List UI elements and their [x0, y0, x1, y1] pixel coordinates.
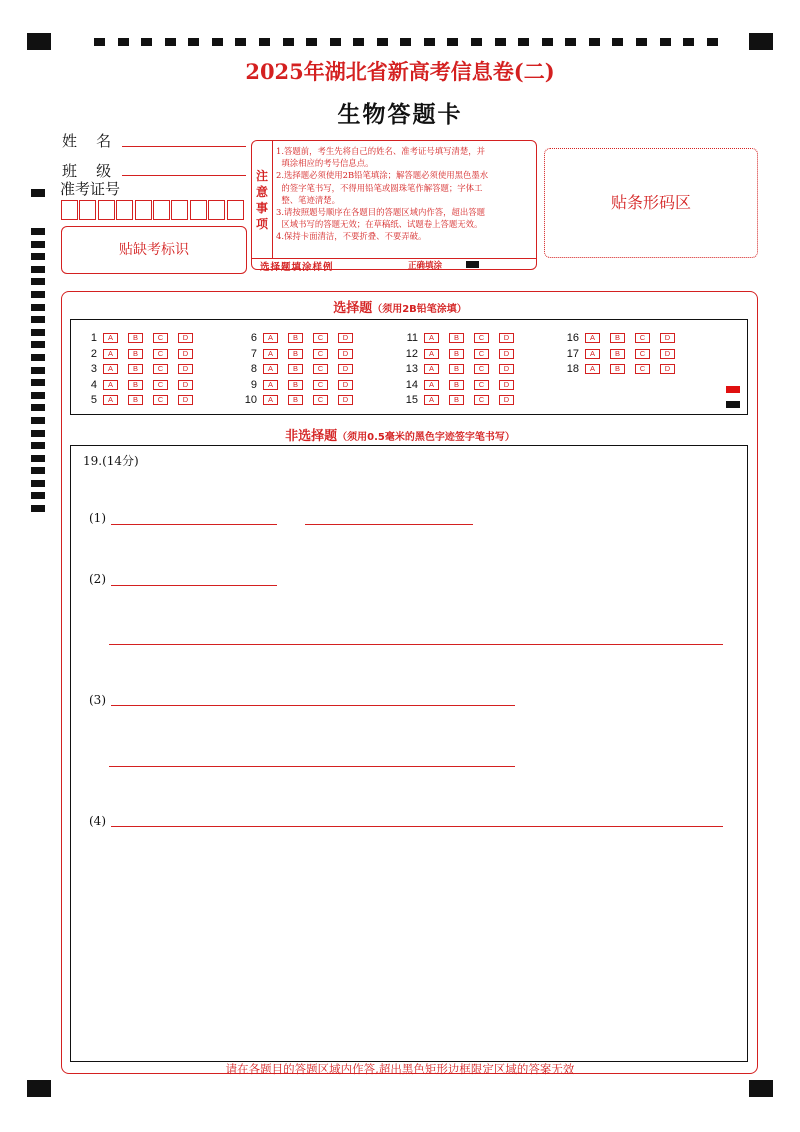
choice-option-d[interactable]: D — [499, 349, 514, 359]
choice-option-a[interactable]: A — [263, 333, 278, 343]
class-label: 班 级 — [62, 162, 112, 180]
choice-option-d[interactable]: D — [338, 364, 353, 374]
mark-sample-red — [726, 386, 740, 393]
choice-option-b[interactable]: B — [610, 349, 625, 359]
timing-mark — [660, 38, 671, 46]
timing-mark — [141, 38, 152, 46]
barcode-area — [544, 148, 758, 258]
timing-mark — [31, 278, 45, 285]
choice-option-d[interactable]: D — [338, 333, 353, 343]
correct-fill-label: 正确填涂 — [408, 261, 443, 271]
choice-option-d[interactable]: D — [178, 380, 193, 390]
timing-mark — [31, 467, 45, 474]
choice-option-c[interactable]: C — [153, 349, 168, 359]
registration-mark-bottom-right — [749, 1080, 773, 1097]
choice-option-d[interactable]: D — [499, 395, 514, 405]
choice-option-d[interactable]: D — [178, 395, 193, 405]
question-number: 6 — [250, 332, 257, 344]
choice-option-c[interactable]: C — [153, 364, 168, 374]
choice-option-b[interactable]: B — [128, 349, 143, 359]
timing-mark — [31, 455, 45, 462]
part-3-answer-line-a[interactable] — [111, 705, 515, 706]
choice-option-b[interactable]: B — [288, 333, 303, 343]
question-number: 18 — [566, 363, 579, 376]
exam-id-cell[interactable] — [190, 200, 207, 220]
notes-panel — [251, 140, 537, 273]
choice-option-d[interactable]: D — [178, 349, 193, 359]
question-number: 14 — [405, 378, 418, 391]
timing-mark — [31, 341, 45, 348]
notes-line: 填涂相应的考号信息点。 — [276, 158, 374, 169]
missing-exam-label: 贴缺考标识 — [119, 242, 189, 258]
choice-option-a[interactable]: A — [103, 333, 118, 343]
question-number: 10 — [244, 394, 257, 407]
exam-id-cell[interactable] — [171, 200, 188, 220]
choice-option-a[interactable]: A — [424, 364, 439, 374]
registration-mark-left-small — [31, 189, 45, 197]
timing-mark — [612, 38, 623, 46]
choice-option-a[interactable]: A — [103, 380, 118, 390]
timing-mark — [565, 38, 576, 46]
choice-option-d[interactable]: D — [660, 333, 675, 343]
exam-id-cell[interactable] — [208, 200, 225, 220]
choice-option-a[interactable]: A — [263, 395, 278, 405]
timing-mark — [235, 38, 246, 46]
choice-option-c[interactable]: C — [153, 380, 168, 390]
choice-option-d[interactable]: D — [660, 364, 675, 374]
choice-option-b[interactable]: B — [610, 333, 625, 343]
timing-mark — [283, 38, 294, 46]
notes-line: 2.选择题必须使用2B铅笔填涂；解答题必须使用黑色墨水 — [276, 170, 489, 181]
choice-option-b[interactable]: B — [449, 333, 464, 343]
timing-mark — [636, 38, 647, 46]
choice-option-c[interactable]: C — [635, 333, 650, 343]
timing-mark — [31, 266, 45, 273]
timing-mark — [165, 38, 176, 46]
choice-option-a[interactable]: A — [585, 349, 600, 359]
part-1-label: (1) — [89, 511, 106, 525]
choice-option-c[interactable]: C — [474, 333, 489, 343]
choice-option-a[interactable]: A — [263, 364, 278, 374]
timing-mark — [424, 38, 435, 46]
timing-mark — [31, 480, 45, 487]
question-number: 5 — [90, 394, 97, 407]
timing-mark — [118, 38, 129, 46]
timing-mark — [377, 38, 388, 46]
question-number: 4 — [90, 378, 97, 391]
choice-option-a[interactable]: A — [103, 395, 118, 405]
choice-section-instruction: （须用2B铅笔涂填） — [372, 304, 467, 315]
choice-option-a[interactable]: A — [424, 349, 439, 359]
choice-option-d[interactable]: D — [338, 349, 353, 359]
choice-option-a[interactable]: A — [424, 380, 439, 390]
question-19-label: 19.(14分) — [83, 454, 139, 468]
notes-line: 区域书写的答题无效；在草稿纸、试题卷上答题无效。 — [276, 219, 483, 230]
card-subtitle: 生物答题卡 — [337, 102, 463, 128]
choice-option-c[interactable]: C — [313, 333, 328, 343]
missing-exam-sticker-area — [61, 226, 247, 274]
choice-option-b[interactable]: B — [449, 364, 464, 374]
choice-option-a[interactable]: A — [263, 380, 278, 390]
choice-option-b[interactable]: B — [449, 349, 464, 359]
exam-id-cell[interactable] — [79, 200, 96, 220]
question-number: 1 — [90, 332, 97, 344]
choice-option-d[interactable]: D — [499, 333, 514, 343]
timing-mark — [94, 38, 105, 46]
timing-mark — [31, 228, 45, 235]
choice-option-c[interactable]: C — [313, 364, 328, 374]
timing-mark — [31, 492, 45, 499]
question-number: 11 — [406, 332, 418, 344]
notes-side-char: 注 — [255, 168, 268, 183]
exam-title: 2025年湖北省新高考信息卷(二) — [245, 59, 555, 84]
nonchoice-section-instruction: （须用0.5毫米的黑色字迹签字笔书写） — [337, 432, 515, 443]
choice-option-b[interactable]: B — [449, 395, 464, 405]
timing-mark — [188, 38, 199, 46]
timing-mark — [518, 38, 529, 46]
choice-option-c[interactable]: C — [474, 364, 489, 374]
choice-option-d[interactable]: D — [178, 333, 193, 343]
choice-option-a[interactable]: A — [263, 349, 278, 359]
notes-text — [276, 145, 534, 243]
choice-option-c[interactable]: C — [474, 380, 489, 390]
nonchoice-section-title: 非选择题 — [285, 429, 338, 444]
choice-option-b[interactable]: B — [288, 349, 303, 359]
choice-option-b[interactable]: B — [288, 395, 303, 405]
notes-line: 整、笔迹清楚。 — [276, 194, 340, 205]
footer-warning: 请在各题目的答题区域内作答,超出黑色矩形边框限定区域的答案无效 — [225, 1062, 575, 1076]
timing-mark — [31, 329, 45, 336]
choice-section-heading — [0, 297, 800, 316]
nonchoice-answer-area[interactable] — [70, 445, 748, 1062]
choice-option-d[interactable]: D — [338, 395, 353, 405]
timing-mark — [259, 38, 270, 46]
timing-mark — [31, 354, 45, 361]
correct-fill-sample — [466, 261, 479, 268]
choice-option-c[interactable]: C — [474, 349, 489, 359]
choice-option-b[interactable]: B — [610, 364, 625, 374]
notes-side-label — [252, 141, 273, 258]
question-number: 3 — [90, 363, 97, 376]
notes-side-char: 意 — [255, 184, 268, 199]
choice-option-d[interactable]: D — [338, 380, 353, 390]
timing-mark — [31, 316, 45, 323]
choice-option-d[interactable]: D — [499, 364, 514, 374]
part-2-answer-line-b[interactable] — [109, 644, 723, 645]
part-3-label: (3) — [89, 693, 106, 707]
timing-mark — [589, 38, 600, 46]
timing-mark — [471, 38, 482, 46]
timing-mark — [306, 38, 317, 46]
exam-id-cell[interactable] — [116, 200, 133, 220]
notes-side-char: 项 — [255, 216, 268, 231]
choice-option-b[interactable]: B — [288, 380, 303, 390]
fill-sample-row — [252, 258, 536, 271]
choice-option-d[interactable]: D — [178, 364, 193, 374]
nonchoice-section-heading — [0, 425, 800, 444]
notes-side-char: 事 — [255, 200, 268, 215]
choice-option-b[interactable]: B — [128, 395, 143, 405]
part-1-answer-line-a[interactable] — [111, 524, 277, 525]
timing-mark — [31, 367, 45, 374]
question-number: 7 — [250, 347, 257, 360]
choice-option-c[interactable]: C — [313, 380, 328, 390]
choice-option-c[interactable]: C — [153, 395, 168, 405]
exam-id-cell[interactable] — [61, 200, 78, 220]
question-number: 16 — [566, 332, 579, 344]
choice-option-b[interactable]: B — [288, 364, 303, 374]
part-2-label: (2) — [89, 572, 106, 586]
question-number: 13 — [405, 363, 418, 376]
choice-option-b[interactable]: B — [128, 364, 143, 374]
choice-option-c[interactable]: C — [313, 349, 328, 359]
choice-option-a[interactable]: A — [585, 333, 600, 343]
choice-option-a[interactable]: A — [103, 364, 118, 374]
exam-id-label: 准考证号 — [60, 180, 121, 198]
notes-line: 3.请按照题号顺序在各题目的答题区域内作答，超出答题 — [276, 207, 485, 218]
name-field[interactable] — [122, 146, 246, 147]
choice-option-d[interactable]: D — [660, 349, 675, 359]
registration-mark-top-left — [27, 33, 51, 50]
mark-sample-black — [726, 401, 740, 408]
timing-mark — [707, 38, 718, 46]
question-number: 12 — [405, 347, 418, 360]
class-field[interactable] — [122, 175, 246, 176]
question-number: 17 — [566, 347, 579, 360]
exam-id-cell[interactable] — [135, 200, 152, 220]
timing-mark — [400, 38, 411, 46]
choice-option-b[interactable]: B — [449, 380, 464, 390]
timing-mark — [542, 38, 553, 46]
notes-line: 4.保持卡面清洁，不要折叠、不要弄破。 — [276, 231, 427, 242]
choice-option-a[interactable]: A — [103, 349, 118, 359]
question-number: 15 — [405, 394, 418, 407]
notes-line: 的签字笔书写，不得用铅笔或圆珠笔作解答题；字体工 — [276, 182, 483, 193]
name-label: 姓 名 — [62, 132, 112, 150]
choice-option-a[interactable]: A — [424, 395, 439, 405]
part-1-answer-line-b[interactable] — [305, 524, 473, 525]
fill-sample-label: 选择题填涂样例 — [260, 262, 334, 273]
timing-mark — [31, 379, 45, 386]
left-timing-marks — [31, 228, 45, 518]
exam-id-cell[interactable] — [153, 200, 170, 220]
timing-mark — [31, 505, 45, 512]
choice-option-d[interactable]: D — [499, 380, 514, 390]
barcode-label: 贴条形码区 — [610, 193, 691, 212]
timing-mark — [330, 38, 341, 46]
notes-line: 1.答题前，考生先将自己的姓名、准考证号填写清楚，并 — [276, 146, 485, 156]
choice-option-c[interactable]: C — [635, 364, 650, 374]
part-4-answer-line[interactable] — [111, 826, 723, 827]
timing-mark — [31, 404, 45, 411]
part-3-answer-line-b[interactable] — [109, 766, 515, 767]
registration-mark-top-right — [749, 33, 773, 50]
timing-mark — [212, 38, 223, 46]
choice-option-c[interactable]: C — [153, 333, 168, 343]
timing-mark — [31, 241, 45, 248]
question-number: 9 — [250, 378, 257, 391]
question-number: 8 — [250, 363, 257, 376]
timing-mark — [31, 253, 45, 260]
exam-id-cell[interactable] — [227, 200, 244, 220]
exam-id-cell[interactable] — [98, 200, 115, 220]
question-number: 2 — [90, 347, 97, 360]
timing-mark — [447, 38, 458, 46]
choice-section-title: 选择题 — [333, 301, 373, 316]
timing-mark — [495, 38, 506, 46]
choice-option-c[interactable]: C — [474, 395, 489, 405]
top-timing-marks — [94, 38, 718, 46]
registration-mark-bottom-left — [27, 1080, 51, 1097]
timing-mark — [31, 417, 45, 424]
choice-option-a[interactable]: A — [424, 333, 439, 343]
choice-grid — [70, 319, 748, 415]
timing-mark — [353, 38, 364, 46]
choice-option-b[interactable]: B — [128, 333, 143, 343]
choice-option-b[interactable]: B — [128, 380, 143, 390]
part-4-label: (4) — [89, 814, 106, 828]
part-2-answer-line-a[interactable] — [111, 585, 277, 586]
choice-option-c[interactable]: C — [635, 349, 650, 359]
choice-option-c[interactable]: C — [313, 395, 328, 405]
timing-mark — [683, 38, 694, 46]
timing-mark — [31, 392, 45, 399]
choice-option-a[interactable]: A — [585, 364, 600, 374]
